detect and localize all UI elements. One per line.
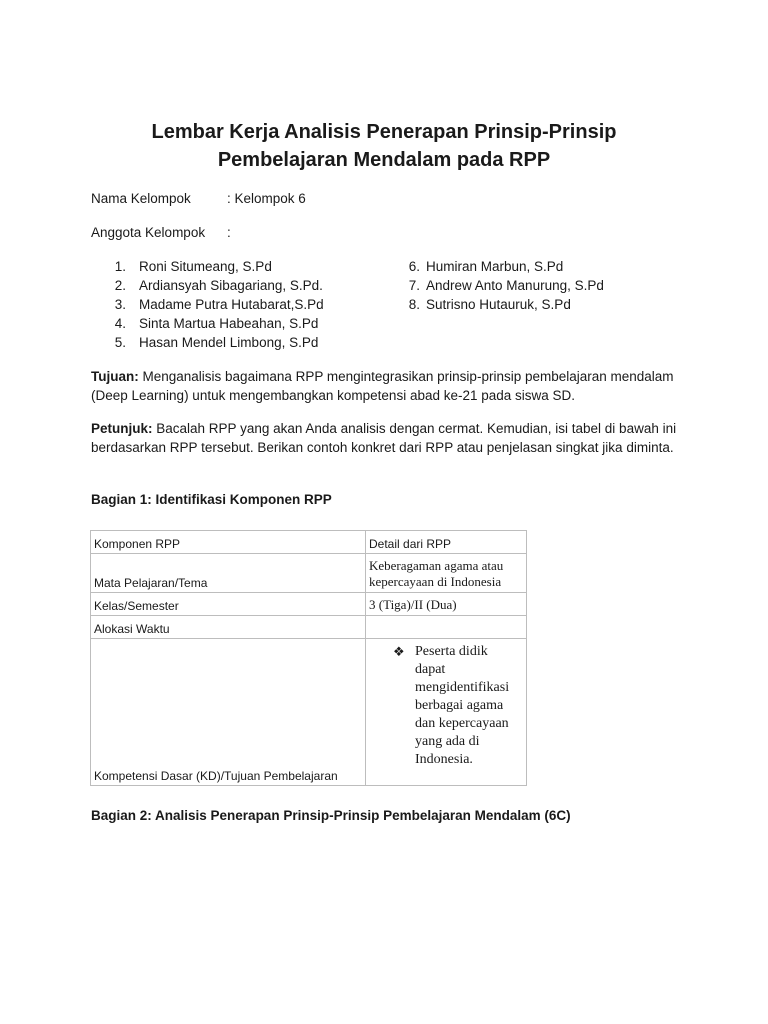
petunjuk-text: Bacalah RPP yang akan Anda analisis dengan cermat. Kemudian, isi tabel di bawah ini berdasarkan RPP tersebut. Berikan contoh konkret dari RPP atau penjelasan singkat jika diminta. [91, 421, 677, 455]
table-cell-detail [366, 639, 527, 786]
table-cell-komponen: Alokasi Waktu [91, 616, 366, 639]
anggota-kelompok-label: Anggota Kelompok [91, 225, 206, 240]
title-line-1: Lembar Kerja Analisis Penerapan Prinsip-Prinsip [151, 121, 617, 143]
tujuan-text: Menganalisis bagaimana RPP mengintegrasikan prinsip-prinsip pembelajaran mendalam (Deep Learning) untuk mengembangkan kompetensi abad ke-21 pada siswa SD. [91, 369, 674, 403]
title-line-2: Pembelajaran Mendalam pada RPP [217, 149, 551, 171]
anggota-kelompok-row [91, 224, 231, 242]
table-cell-detail: Keberagaman agama atau kepercayaan di Indonesia [366, 554, 527, 593]
list-item: 4. Sinta Martua Habeahan, S.Pd [114, 316, 319, 331]
table-row [91, 639, 527, 786]
list-item: 1. Roni Situmeang, S.Pd [114, 259, 272, 274]
bagian-2-heading: Bagian 2: Analisis Penerapan Prinsip-Prinsip Pembelajaran Mendalam (6C) [91, 808, 571, 823]
table-header-row [91, 531, 527, 554]
tujuan-label: Tujuan: [91, 369, 139, 384]
list-item: 2. Ardiansyah Sibagariang, S.Pd. [114, 278, 323, 293]
member-list-left [104, 257, 324, 352]
list-item: 6. Humiran Marbun, S.Pd [408, 259, 564, 274]
nama-kelompok-label: Nama Kelompok [91, 191, 191, 206]
tujuan-paragraph [91, 367, 681, 405]
nama-kelompok-row [91, 190, 306, 208]
list-item: 7. Andrew Anto Manurung, S.Pd [408, 278, 604, 293]
petunjuk-label: Petunjuk: [91, 421, 153, 436]
list-item: 3. Madame Putra Hutabarat,S.Pd [114, 297, 324, 312]
table-cell-komponen: Kelas/Semester [91, 593, 366, 616]
table-cell-komponen: Kompetensi Dasar (KD)/Tujuan Pembelajaran [91, 639, 366, 786]
table-header-komponen: Komponen RPP [91, 531, 366, 554]
document-title [90, 118, 678, 174]
bagian-1-heading: Bagian 1: Identifikasi Komponen RPP [91, 492, 332, 507]
bullet-item [369, 643, 523, 769]
bullet-text: Peserta didik dapat mengidentifikasi berbagai agama dan kepercayaan yang ada di Indonesia. [415, 644, 510, 767]
table-cell-detail: 3 (Tiga)/II (Dua) [366, 593, 527, 616]
rpp-component-table [90, 530, 527, 786]
petunjuk-paragraph [91, 419, 681, 457]
list-item: 5. Hasan Mendel Limbong, S.Pd [114, 335, 319, 350]
nama-kelompok-value: : Kelompok 6 [227, 191, 306, 206]
list-item: 8. Sutrisno Hutauruk, S.Pd [408, 297, 571, 312]
anggota-kelompok-value: : [227, 225, 231, 240]
diamond-bullet-icon: ❖ [393, 644, 405, 659]
table-header-detail: Detail dari RPP [366, 531, 527, 554]
table-row [91, 616, 527, 639]
table-row [91, 554, 527, 593]
table-cell-komponen: Mata Pelajaran/Tema [91, 554, 366, 593]
table-cell-detail [366, 616, 527, 639]
member-list-right [406, 257, 604, 314]
table-row [91, 593, 527, 616]
